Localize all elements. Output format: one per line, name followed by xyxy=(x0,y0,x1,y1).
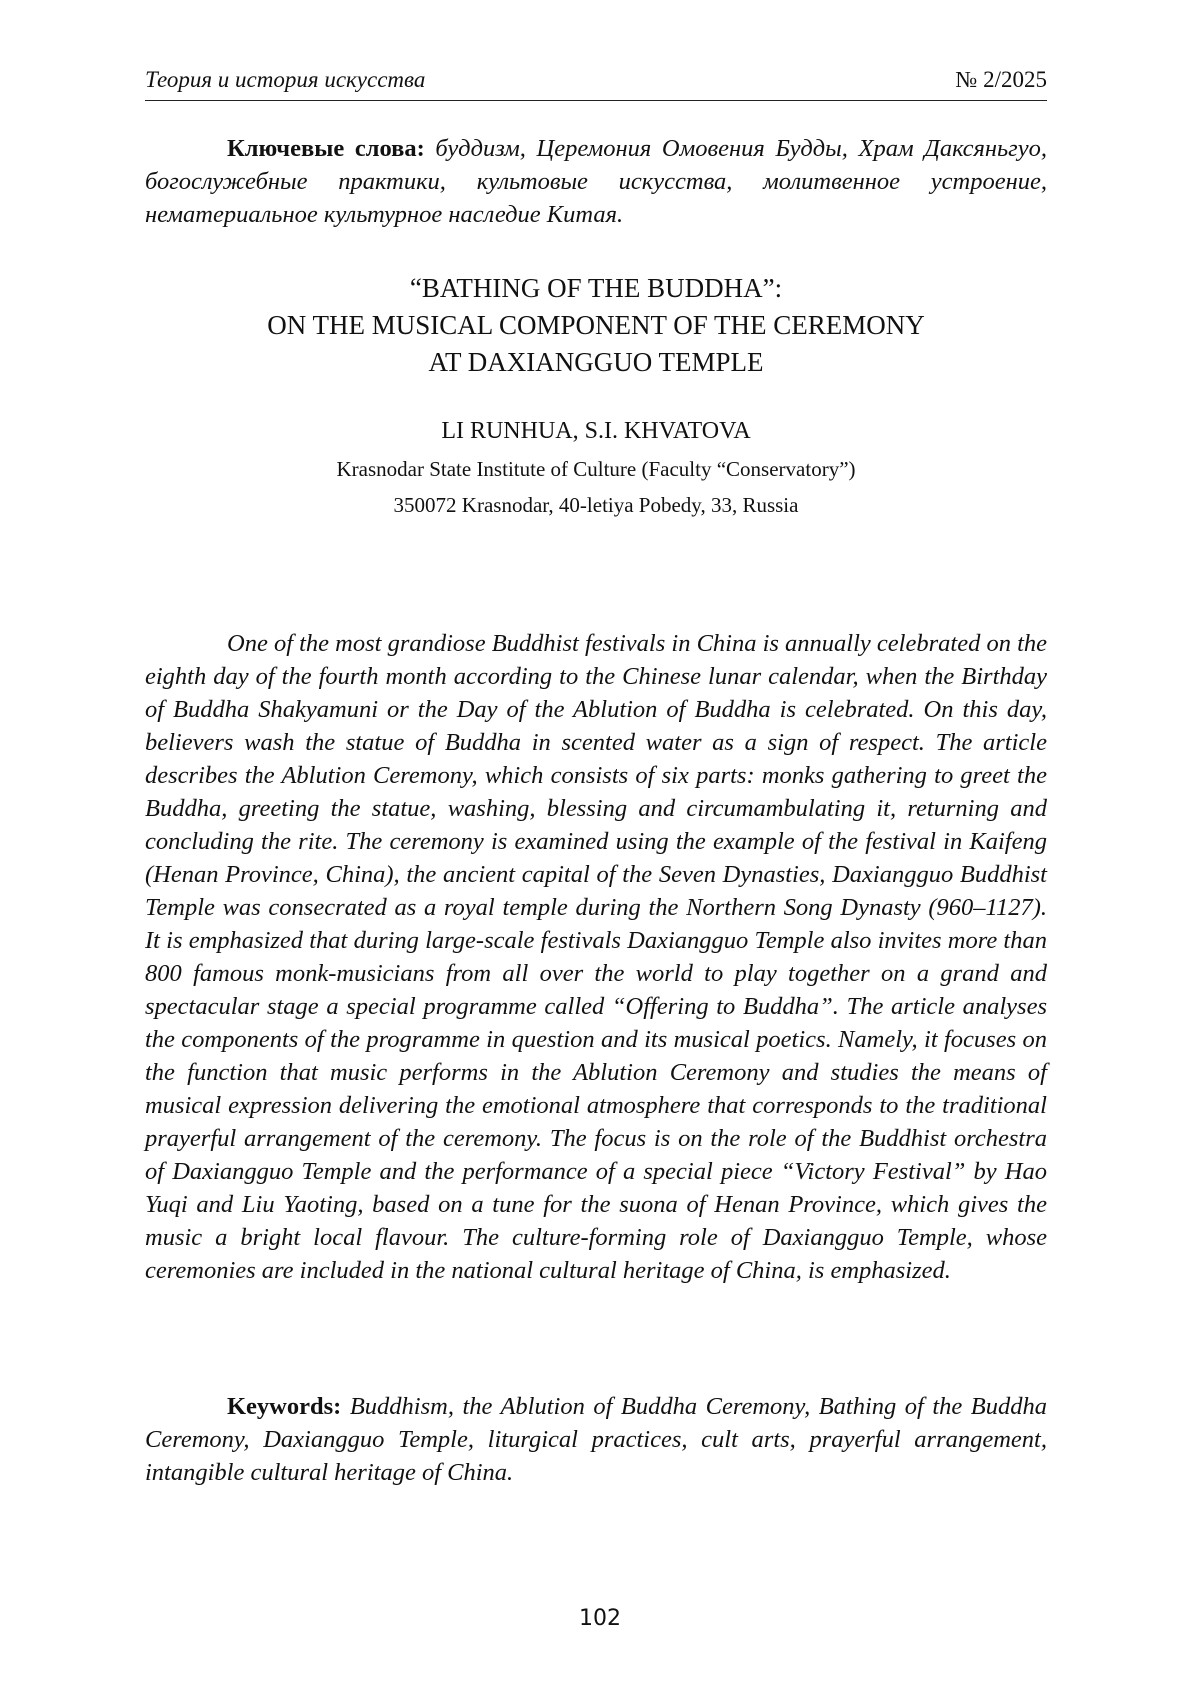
title-line-2: ON THE MUSICAL COMPONENT OF THE CEREMONY xyxy=(145,307,1047,344)
page-number: 102 xyxy=(0,1606,1200,1631)
title-line-3: AT DAXIANGGUO TEMPLE xyxy=(145,344,1047,381)
journal-title: Теория и история искусства xyxy=(145,67,425,93)
article-title xyxy=(145,270,1047,381)
russian-keywords-label: Ключевые слова: xyxy=(227,135,425,162)
russian-keywords xyxy=(145,132,1047,231)
affiliation-institution: Krasnodar State Institute of Culture (Faculty “Conservatory”) xyxy=(145,457,1047,482)
authors: LI RUNHUA, S.I. KHVATOVA xyxy=(145,418,1047,445)
english-keywords xyxy=(145,1390,1047,1489)
issue-number: № 2/2025 xyxy=(955,67,1047,93)
abstract: One of the most grandiose Buddhist festivals in China is annually celebrated on the eighth day of the fourth month according to the Chinese lunar calendar, when the Birthday of Buddha Shakyamuni or the Day of the Ablution of Buddha is celebrated. On this day, believers wash the statue of Buddha in scented water as a sign of respect. The article describes the Ablution Ceremony, which consists of six parts: monks gathering to greet the Buddha, greeting the statue, washing, blessing and circumambulating it, returning and concluding the rite. The ceremony is examined using the example of the festival in Kaifeng (Henan Province, China), the ancient capital of the Seven Dynasties, Daxiangguo Buddhist Temple was consecrated as a royal temple during the Northern Song Dynasty (960–1127). It is emphasized that during large-scale festivals Daxiangguo Temple also invites more than 800 famous monk-musicians from all over the world to play together on a grand and spectacular stage a special programme called “Offering to Buddha”. The article analyses the components of the programme in question and its musical poetics. Namely, it focuses on the function that music performs in the Ablution Ceremony and studies the means of musical expression delivering the emotional atmosphere that corresponds to the traditional prayerful arrangement of the ceremony. The focus is on the role of the Buddhist orchestra of Daxiangguo Temple and the performance of a special piece “Victory Festival” by Hao Yuqi and Liu Yaoting, based on a tune for the suona of Henan Province, which gives the music a bright local flavour. The culture-forming role of Daxiangguo Temple, whose ceremonies are included in the national cultural heritage of China, is emphasized. xyxy=(145,627,1047,1287)
english-keywords-text: Buddhism, the Ablution of Buddha Ceremony, Bathing of the Buddha Ceremony, Daxiangguo Temple, liturgical practices, cult arts, prayerful arrangement, intangible cultural heritage of China. xyxy=(145,1393,1047,1486)
english-keywords-label: Keywords: xyxy=(227,1393,341,1420)
russian-keywords-text: буддизм, Церемония Омовения Будды, Храм Даксяньгуо, богослужебные практики, культовые искусства, молитвенное устроение, нематериальное культурное наследие Китая. xyxy=(145,135,1047,228)
running-header xyxy=(145,64,1047,101)
title-line-1: “BATHING OF THE BUDDHA”: xyxy=(145,270,1047,307)
affiliation-address: 350072 Krasnodar, 40-letiya Pobedy, 33, Russia xyxy=(145,493,1047,518)
